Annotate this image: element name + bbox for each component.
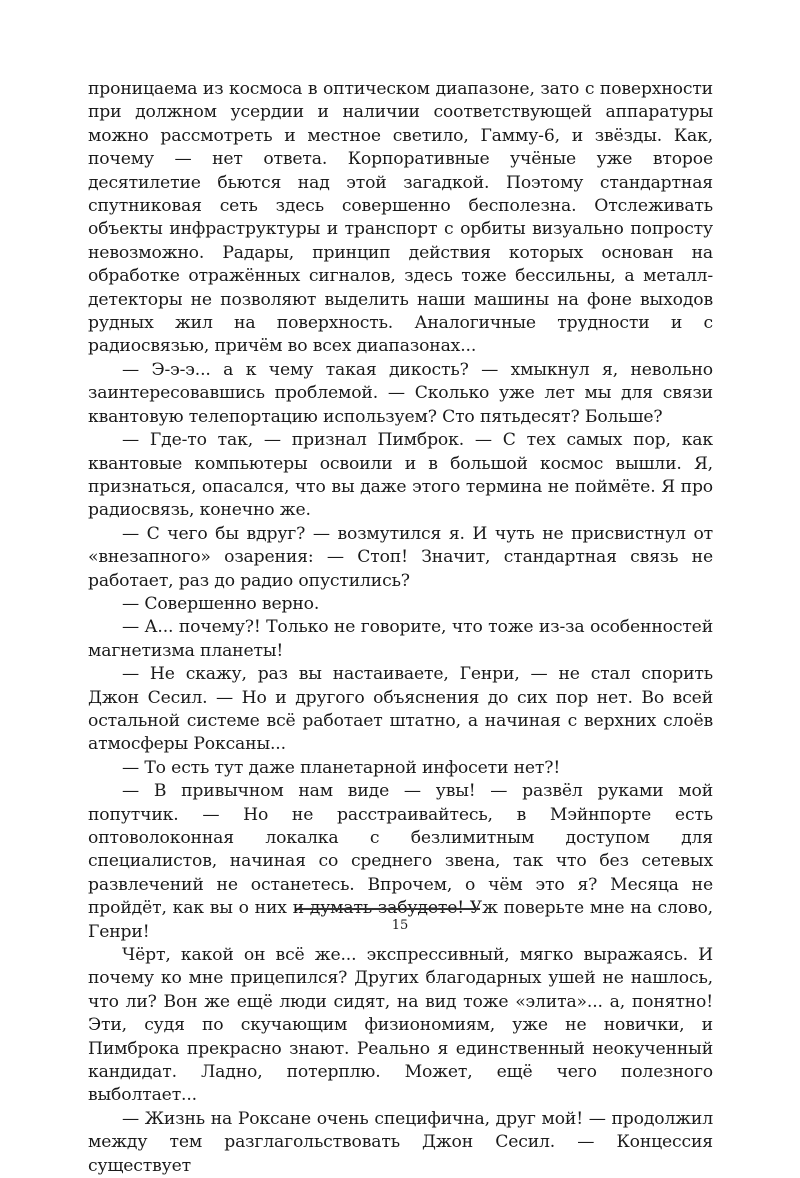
paragraph-2: — Э-э-э... а к чему такая дикость? — хмыкнул я, невольно заинтересовавшись проблемой. — Сколько уже лет мы для связи квантовую телепортацию используем? Сто пятьдесят? Больше? bbox=[88, 359, 713, 427]
paragraph-5: — Совершенно верно. bbox=[122, 593, 320, 614]
paragraph-10: Чёрт, какой он всё же... экспрессивный, мягко выражаясь. И почему ко мне прицепился? Других благодарных ушей не нашлось, что ли? Вон же ещё люди сидят, на вид тоже «элита»... а, понятно! Эти, судя по скучающим физиономиям, уже не новички, и Пимброка прекрасно знают. Реально я единственный неокученный кандидат. Ладно, потерплю. Может, ещё чего полезного выболтает... bbox=[88, 945, 713, 1106]
footer-rule bbox=[296, 908, 480, 910]
paragraph-4: — С чего бы вдруг? — возмутился я. И чуть не присвистнул от «внезапного» озарения: — Стоп! Значит, стандартная связь не работает, раз до радио опустились? bbox=[88, 523, 713, 591]
page-body-text bbox=[88, 78, 713, 1178]
paragraph-1: проницаема из космоса в оптическом диапазоне, зато с поверхности при должном усердии и наличии соответствующей аппаратуры можно рассмотреть и местное светило, Гамму-6, и звёзды. Как, почему — нет ответа. Корпоративные учёные уже второе десятилетие бьются над этой загадкой. Поэтому стандартная спутниковая сеть здесь совершенно бесполезна. Отслеживать объекты инфраструктуры и транспорт с орбиты визуально попросту невозможно. Радары, принцип действия которых основан на обработке отражённых сигналов, здесь тоже бессильны, а металл-детекторы не позволяют выделить наши машины на фоне выходов рудных жил на поверхность. Аналогичные трудности и с радиосвязью, причём во всех диапазонах... bbox=[88, 79, 713, 357]
paragraph-7: — Не скажу, раз вы настаиваете, Генри, — не стал спорить Джон Сесил. — Но и другого объяснения до сих пор нет. Во всей остальной системе всё работает штатно, а начиная с верхних слоёв атмосферы Роксаны... bbox=[88, 664, 713, 755]
paragraph-9: — В привычном нам виде — увы! — развёл руками мой попутчик. — Но не расстраивайтесь, в Мэйнпорте есть оптоволоконная локалка с безлимитным доступом для специалистов, начиная со среднего звена, так что без сетевых развлечений не останетесь. Впрочем, о чём это я? Месяца не пройдёт, как вы о них и думать забудете! Уж поверьте мне на слово, Генри! bbox=[88, 781, 713, 942]
paragraph-8: — То есть тут даже планетарной инфосети нет?! bbox=[122, 757, 561, 778]
paragraph-11: — Жизнь на Роксане очень специфична, друг мой! — продолжил между тем разглагольствовать Джон Сесил. — Концессия существует bbox=[88, 1108, 713, 1176]
page-number: 15 bbox=[391, 918, 409, 933]
paragraph-3: — Где-то так, — признал Пимброк. — С тех самых пор, как квантовые компьютеры освоили и в большой космос вышли. Я, признаться, опасался, что вы даже этого термина не поймёте. Я про радиосвязь, конечно же. bbox=[88, 430, 713, 521]
paragraph-6: — А... почему?! Только не говорите, что тоже из-за особенностей магнетизма планеты! bbox=[88, 617, 713, 661]
